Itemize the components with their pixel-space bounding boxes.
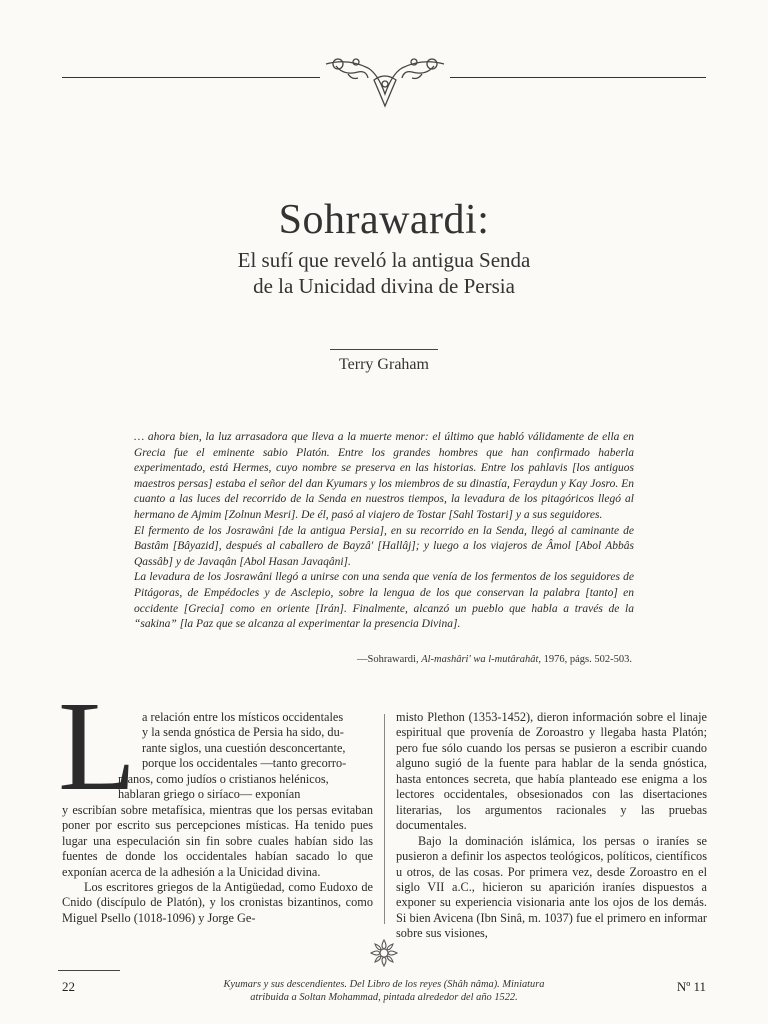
drop-cap: L	[58, 675, 137, 817]
cap-line: porque los occidentales —tanto grecorro-	[142, 756, 347, 771]
epigraph-paragraph: … ahora bien, la luz arrasadora que lleva a la muerte menor: el último que habló válidamente de ella en Grecia fue el eminente sabio Platón. Entre los grandes hombres que han confirmado haberla experimentado, está Hermes, cuyo nombre se preserva en las historias. Entre los pahlavis [los antiguos maestros persas] estaba el señor del dan Kyumars y los miembros de su dinastía, Feraydun y Kay Josro. En cuanto a las luces del recorrido de la Senda en nuestros tiempos, la levadura de los pitagóricos llegó al hermano de Ajmim [Zolnun Mesri]. De él, pasó al viajero de Tostar [Sahl Tostari] y a sus seguidores.	[134, 431, 634, 521]
floral-ornament-icon	[318, 54, 452, 110]
article-subtitle-line1: El sufí que reveló la antigua Senda	[237, 248, 531, 272]
cap-line: hablaran griego o siríaco— exponían	[118, 787, 301, 802]
epigraph-paragraph: El fermento de los Josrawâni [de la antigua Persia], en su recorrido en la Senda, llegó al caminante de Bastâm [Bâyazid], después al caballero de Bayzâ' [Hallâj]; y luego a los viajeros de Âmol [Abol Abbâs Qassâb] y de Javaqân [Abol Hasan Javaqâni].	[134, 524, 634, 568]
cap-line: y la senda gnóstica de Persia ha sido, du-	[142, 725, 344, 740]
footer-rule	[58, 970, 120, 971]
paragraph-continuation: y escribían sobre metafísica, mientras que los persas evitaban poner por escrito sus percepciones místicas. Ha tenido pues lugar una especulación sin fin sobre cuales habían sido las fuentes de donde los occidentales habían sacado lo que exponían acerca de la adhesión a la Unicidad divina.	[62, 802, 373, 879]
author-rule	[330, 349, 438, 350]
epigraph	[134, 430, 634, 633]
article-subtitle-line2: de la Unicidad divina de Persia	[253, 274, 515, 298]
author-name: Terry Graham	[339, 356, 429, 373]
column-divider	[384, 714, 385, 924]
image-caption	[210, 978, 558, 1004]
page-number: 22	[62, 979, 75, 994]
top-rule-right	[450, 77, 706, 78]
article-title: Sohrawardi:	[278, 197, 490, 243]
issue-number: Nº 11	[676, 979, 706, 994]
body-paragraph	[62, 710, 373, 880]
caption-line: atribuida a Soltan Mohammad, pintada alrededor del año 1522.	[250, 992, 518, 1003]
cap-line: a relación entre los místicos occidentales	[142, 710, 344, 724]
caption-line: Kyumars y sus descendientes. Del Libro de los reyes (Shâh nâma). Miniatura	[223, 979, 545, 990]
top-rule-left	[62, 77, 320, 78]
body-paragraph: misto Plethon (1353-1452), dieron información sobre el linaje espiritual que provenía de Zoroastro y llegaba hasta Platón; pero fue sólo cuando los persas se pusieron a escribir cuando alguno sugió de la fuente para hablar de la senda gnóstica, hasta entonces secreta, que había planteado ese enigma a los lectores occidentales, obsesionados con las disertaciones literarias, los argumentos racionales y las pruebas documentales.	[396, 710, 707, 833]
body-paragraph: Bajo la dominación islámica, los persas o iraníes se pusieron a definir los aspectos teológicos, políticos, científicos u otros, de las cosas. Por primera vez, desde Zoroastro en el siglo VII a.C., hicieron su aparición iraníes dispuestos a exponer su experiencia visionaria ante los ojos de los demás. Si bien Avicena (Ibn Sinâ, m. 1037) fue el primero en informar sobre sus visiones,	[396, 833, 707, 941]
epigraph-paragraph: La levadura de los Josrawâni llegó a unirse con una senda que venía de los fermentos de los seguidores de Pitágoras, de Empédocles y de Asclepio, sobre la lengua de los que conservan la palabra [tanto] en occidente [Grecia] como en oriente [Irán]. Finalmente, alcanzó un pueblo que habla a través de la “sakina” [la Paz que se alcanza al experimentar la presencia Divina].	[134, 571, 634, 631]
citation-rest: , 1976, págs. 502-503.	[538, 654, 632, 665]
body-column-right	[396, 710, 707, 942]
cap-line: rante siglos, una cuestión desconcertante,	[142, 740, 346, 755]
body-paragraph: Los escritores griegos de la Antigüedad, como Eudoxo de Cnido (discípulo de Platón), y los cronistas bizantinos, como Miguel Psello (1018-1096) y Jorge Ge-	[62, 879, 373, 925]
epigraph-citation	[357, 654, 632, 665]
body-column-left	[62, 710, 373, 926]
rosette-ornament-icon	[369, 938, 399, 968]
cap-line: manos, como judíos o cristianos helénicos,	[118, 771, 329, 786]
citation-author: —Sohrawardi,	[357, 654, 419, 665]
citation-work: Al-mashâri' wa l-mutârahât	[421, 654, 539, 665]
